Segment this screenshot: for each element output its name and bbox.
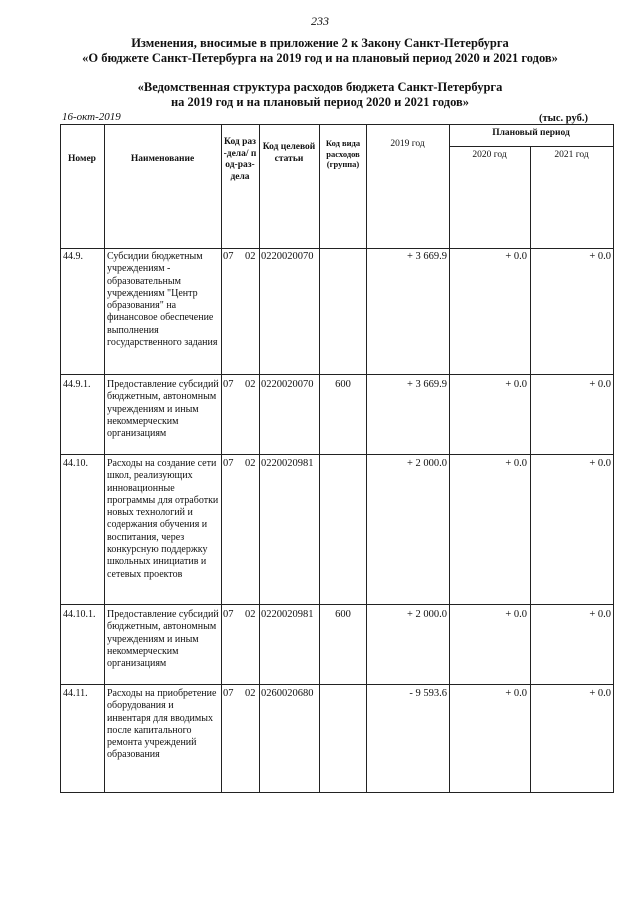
row-number: 44.9. [63,251,83,262]
row-value-2021: + 0.0 [589,609,611,620]
row-number: 44.10.1. [63,609,96,620]
row-value-2019: - 9 593.6 [409,688,447,699]
page-number: 233 [311,14,329,28]
subtitle-line-1: «Ведомственная структура расходов бюджета Санкт-Петербурга [137,80,503,94]
row-target-code: 0260020680 [261,688,314,699]
row-value-2021: + 0.0 [589,458,611,469]
row-section: 07 [223,251,234,262]
row-expense-type: 600 [335,609,351,620]
row-expense-type: 600 [335,379,351,390]
document-date: 16-окт-2019 [62,111,121,123]
row-section: 07 [223,688,234,699]
header-number: Номер [68,154,96,164]
row-section: 07 [223,609,234,620]
row-number: 44.10. [63,458,88,469]
row-name: Расходы на создание сети школ, реализующих инновационные программы для отработки новых технологий и содержания обучения и воспитания, через конкурсную поддержку школьных инициатив и сетевых проектов [107,458,219,580]
row-value-2020: + 0.0 [505,251,527,262]
header-planned-period: Плановый период [492,128,570,138]
row-section: 07 [223,379,234,390]
header-expense-type: Код вида расходов (группа) [325,138,361,169]
row-value-2019: + 3 669.9 [406,379,447,390]
row-value-2020: + 0.0 [505,379,527,390]
header-name: Наименование [130,154,195,164]
row-target-code: 0220020070 [261,379,314,390]
header-2020: 2020 год [472,150,507,160]
header-2021: 2021 год [554,150,589,160]
row-target-code: 0220020981 [261,458,314,469]
row-value-2020: + 0.0 [505,688,527,699]
row-target-code: 0220020981 [261,609,314,620]
row-number: 44.11. [63,688,88,699]
row-value-2019: + 2 000.0 [406,458,447,469]
row-value-2021: + 0.0 [589,251,611,262]
title-line-2: «О бюджете Санкт-Петербурга на 2019 год и на плановый период 2020 и 2021 годов» [82,51,558,65]
row-target-code: 0220020070 [261,251,314,262]
row-subsection: 02 [245,609,256,620]
row-subsection: 02 [245,379,256,390]
row-subsection: 02 [245,251,256,262]
row-name: Предоставление субсидий бюджетным, автономным учреждениям и иным некоммерческим организациям [107,379,219,440]
row-section: 07 [223,458,234,469]
row-value-2019: + 2 000.0 [406,609,447,620]
row-subsection: 02 [245,458,256,469]
row-value-2020: + 0.0 [505,609,527,620]
subtitle-line-2: на 2019 год и на плановый период 2020 и 2021 годов» [170,95,470,109]
row-value-2021: + 0.0 [589,379,611,390]
header-target-code: Код целевой статьи [262,142,316,164]
row-name: Расходы на приобретение оборудования и инвентаря для вводимых после капитального ремонта учреждений образования [107,688,217,761]
document-title [0,36,640,66]
header-2019: 2019 год [390,139,425,149]
units-label: (тыс. руб.) [539,113,588,124]
header-section-code: Код раз-дела/ под-раз-дела [223,137,257,182]
title-line-1: Изменения, вносимые в приложение 2 к Закону Санкт-Петербурга [131,36,509,50]
row-value-2020: + 0.0 [505,458,527,469]
row-name: Субсидии бюджетным учреждениям - образовательным учреждениям "Центр образования" на финансовое обеспечение выполнения государственного задания [107,251,218,349]
row-subsection: 02 [245,688,256,699]
document-subtitle [0,80,640,110]
row-number: 44.9.1. [63,379,91,390]
row-name: Предоставление субсидий бюджетным, автономным учреждениям и иным некоммерческим организациям [107,609,219,670]
row-value-2021: + 0.0 [589,688,611,699]
row-value-2019: + 3 669.9 [406,251,447,262]
